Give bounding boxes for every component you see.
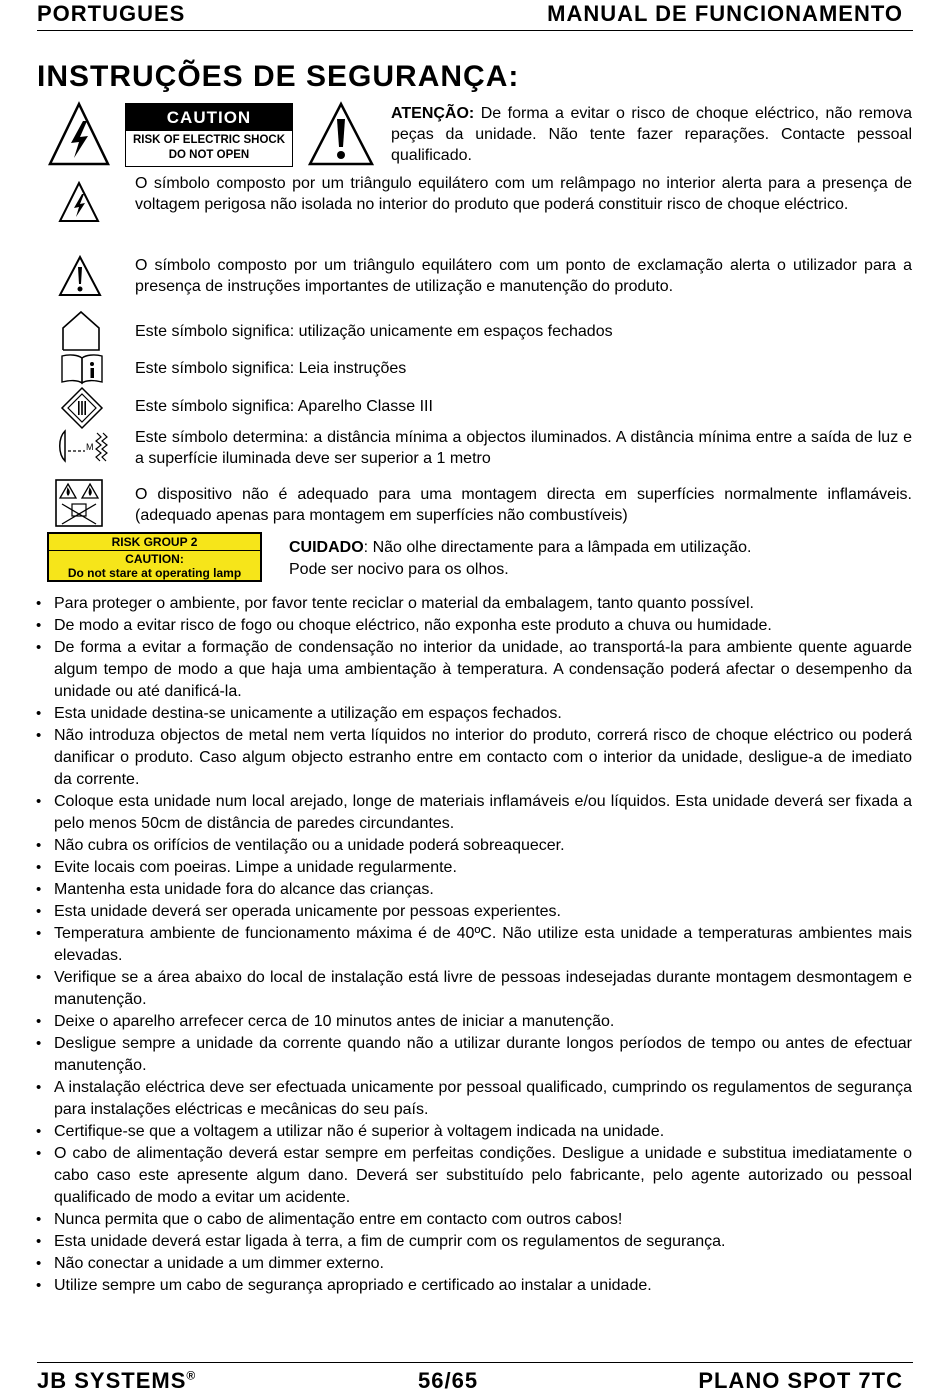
distance-symbol-text: Este símbolo determina: a distância mínima a objectos iluminados. A distância mínima entre a saída de luz e a superfície iluminada deve ser superior a 1 metro bbox=[135, 429, 912, 467]
indoor-symbol-text: Este símbolo significa: utilização unicamente em espaços fechados bbox=[135, 323, 613, 340]
lightning-warning-icon bbox=[47, 101, 111, 167]
header-document-title: MANUAL DE FUNCIONAMENTO bbox=[547, 1, 903, 26]
distance-icon-label: M bbox=[86, 442, 94, 452]
list-item: • Deixe o aparelho arrefecer cerca de 10 minutos antes de iniciar a manutenção. bbox=[54, 1011, 912, 1033]
risk-group-label bbox=[47, 532, 262, 582]
list-item: • Verifique se a área abaixo do local de instalação está livre de pessoas indesejadas durante montagem desmontagem e manutenção. bbox=[54, 967, 912, 1011]
cuidado-line1 bbox=[289, 537, 751, 558]
footer-brand-name: JB SYSTEMS bbox=[37, 1368, 187, 1393]
page-title: INSTRUÇÕES DE SEGURANÇA: bbox=[37, 60, 520, 93]
footer-brand bbox=[37, 1368, 196, 1394]
list-item: • Coloque esta unidade num local arejado, longe de materiais inflamáveis e/ou líquidos. Esta unidade deverá ser fixada a pelo menos 50cm de distância de paredes circundantes. bbox=[54, 791, 912, 835]
risk-label-divider bbox=[49, 550, 260, 551]
header-rule bbox=[37, 30, 913, 31]
atencao-text: De forma a evitar o risco de choque eléctrico, não remova peças da unidade. Não tente fazer reparações. Contacte pessoal qualificado. bbox=[391, 105, 912, 164]
class3-symbol-text: Este símbolo significa: Aparelho Classe III bbox=[135, 398, 433, 415]
flammable-surface-icon bbox=[54, 478, 104, 528]
lightning-symbol-text: O símbolo composto por um triângulo equilátero com um relâmpago no interior alerta para a presença de voltagem perigosa não isolada no interior do produto que poderá constituir risco de choque eléctrico. bbox=[135, 175, 912, 213]
list-item: • O cabo de alimentação deverá estar sempre em perfeitas condições. Desligue a unidade e substitua imediatamente o cabo caso este apresente algum dano. Deverá ser substituído pelo fabricante, pelo agente autorizado ou pessoal qualificado de modo a evitar um acidente. bbox=[54, 1143, 912, 1209]
list-item: • Certifique-se que a voltagem a utilizar não é superior à voltagem indicada na unidade. bbox=[54, 1121, 912, 1143]
risk-group-line2: CAUTION: bbox=[125, 552, 184, 566]
list-item: • Não introduza objectos de metal nem verta líquidos no interior do produto, correrá risco de choque eléctrico ou poderá danificar o produto. Caso algum objecto estranho entre em contacto com o interior da unidade, desligue-a de imediato da corrente. bbox=[54, 725, 912, 791]
list-item: • A instalação eléctrica deve ser efectuada unicamente por pessoal qualificado, cumprindo os regulamentos de segurança para instalações eléctricas e mecânicas do seu país. bbox=[54, 1077, 912, 1121]
safety-bullet-list bbox=[54, 593, 912, 1297]
list-item: • De modo a evitar risco de fogo ou choque eléctrico, não exponha este produto a chuva ou humidade. bbox=[54, 615, 912, 637]
list-item: • Para proteger o ambiente, por favor tente reciclar o material da embalagem, tanto quanto possível. bbox=[54, 593, 912, 615]
list-item: • De forma a evitar a formação de condensação no interior da unidade, ao transportá-la para ambiente quente aguarde algum tempo de modo a que haja uma ambientação à temperatura. A condensação poderá afectar o desempenho da unidade ou até danificá-la. bbox=[54, 637, 912, 703]
risk-group-line3: Do not stare at operating lamp bbox=[67, 566, 242, 580]
cuidado-label: CUIDADO bbox=[289, 539, 364, 556]
list-item: • Nunca permita que o cabo de alimentação entre em contacto com outros cabos! bbox=[54, 1209, 912, 1231]
caution-box bbox=[125, 103, 293, 167]
lightning-triangle-icon bbox=[58, 181, 100, 223]
risk-group-line1: RISK GROUP 2 bbox=[111, 535, 198, 549]
class-iii-icon bbox=[60, 386, 104, 430]
indoor-house-icon bbox=[60, 310, 102, 352]
list-item: • Esta unidade deverá ser operada unicamente por pessoas experientes. bbox=[54, 901, 912, 923]
list-item: • Utilize sempre um cabo de segurança apropriado e certificado ao instalar a unidade. bbox=[54, 1275, 912, 1297]
min-distance-icon bbox=[57, 428, 109, 464]
footer-page-number: 56/65 bbox=[418, 1368, 479, 1393]
flammable-symbol-text: O dispositivo não é adequado para uma montagem directa em superfícies normalmente inflamáveis. (adequado apenas para montagem em superfícies não combustíveis) bbox=[135, 486, 912, 524]
list-item: • Não conectar a unidade a um dimmer externo. bbox=[54, 1253, 912, 1275]
list-item: • Temperatura ambiente de funcionamento máxima é de 40ºC. Não utilize esta unidade a temperaturas ambientes mais elevadas. bbox=[54, 923, 912, 967]
footer-rule bbox=[37, 1362, 913, 1363]
footer-model: PLANO SPOT 7TC bbox=[698, 1368, 903, 1393]
list-item: • Esta unidade deverá estar ligada à terra, a fim de cumprir com os regulamentos de segurança. bbox=[54, 1231, 912, 1253]
exclamation-triangle-icon bbox=[58, 255, 102, 297]
read-manual-icon bbox=[60, 353, 104, 385]
manual-symbol-text: Este símbolo significa: Leia instruções bbox=[135, 360, 407, 377]
caution-box-title: CAUTION bbox=[126, 104, 292, 131]
caution-box-line2: DO NOT OPEN bbox=[168, 149, 250, 161]
list-item: • Desligue sempre a unidade da corrente quando não a utilizar durante longos períodos de tempo ou antes de efectuar manutenção. bbox=[54, 1033, 912, 1077]
header-section-label: PORTUGUES bbox=[37, 1, 186, 26]
atencao-label: ATENÇÃO: bbox=[391, 105, 475, 122]
list-item: • Mantenha esta unidade fora do alcance das crianças. bbox=[54, 879, 912, 901]
exclamation-symbol-text: O símbolo composto por um triângulo equilátero com um ponto de exclamação alerta o utilizador para a presença de instruções importantes de utilização e manutenção do produto. bbox=[135, 257, 912, 295]
registered-mark: ® bbox=[186, 1368, 197, 1383]
cuidado-text: : Não olhe directamente para a lâmpada em utilização. bbox=[363, 539, 752, 556]
atencao-paragraph bbox=[391, 103, 912, 166]
list-item: • Não cubra os orifícios de ventilação ou a unidade poderá sobreaquecer. bbox=[54, 835, 912, 857]
list-item: • Esta unidade destina-se unicamente a utilização em espaços fechados. bbox=[54, 703, 912, 725]
exclamation-warning-icon bbox=[307, 101, 375, 167]
cuidado-line2: Pode ser nocivo para os olhos. bbox=[289, 561, 509, 578]
list-item: • Evite locais com poeiras. Limpe a unidade regularmente. bbox=[54, 857, 912, 879]
caution-box-line1: RISK OF ELECTRIC SHOCK bbox=[132, 134, 286, 146]
